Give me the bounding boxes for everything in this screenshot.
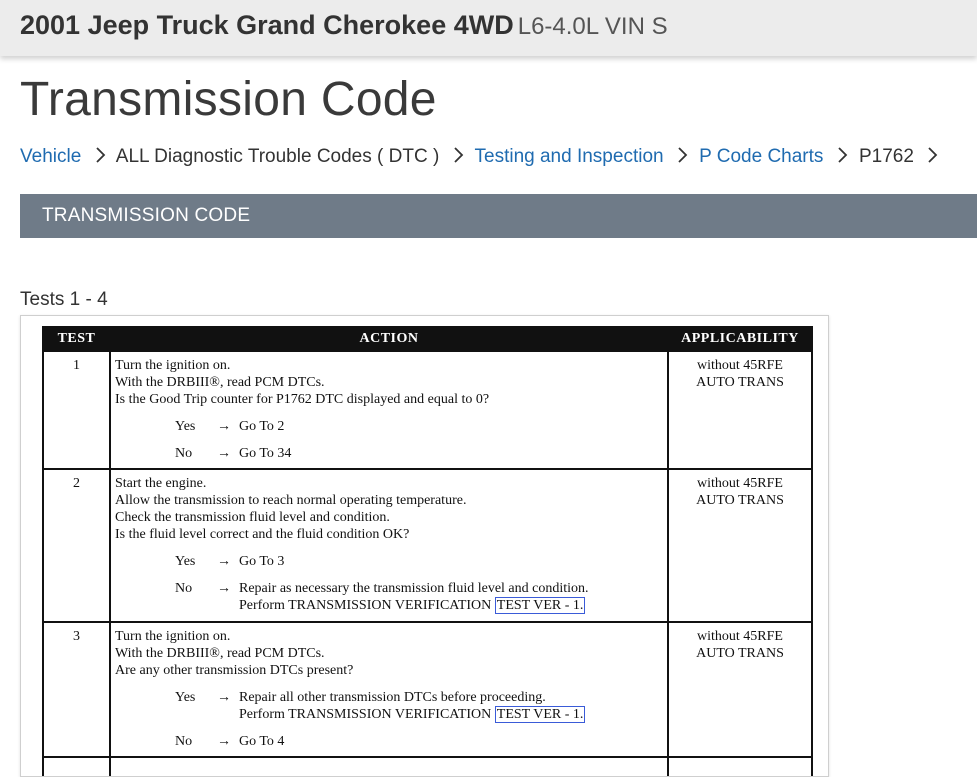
repair-text: Repair all other transmission DTCs before proceeding. [239,690,546,705]
chevron-right-icon [95,147,106,163]
breadcrumb [20,146,944,168]
chevron-right-icon [927,147,938,163]
chevron-right-icon [677,147,688,163]
vehicle-title [20,10,668,41]
table-row [43,757,812,777]
action-line: Are any other transmission DTCs present? [115,663,354,678]
test-number [43,757,110,777]
test-action [110,622,668,757]
verification-text [175,706,663,723]
action-line: With the DRBIII®, read PCM DTCs. [115,646,325,661]
arrow-icon: → [217,734,231,749]
no-label: No [175,734,193,749]
applicability [668,351,812,469]
table-row [43,351,812,469]
test-number: 3 [43,622,110,757]
yes-choice [115,553,663,570]
table-row [43,622,812,757]
tests-label: Tests 1 - 4 [20,289,108,310]
verification-text [175,597,663,614]
verification-label: Perform TRANSMISSION VERIFICATION [239,598,492,613]
applicability-line: AUTO TRANS [696,375,784,390]
arrow-icon: → [217,446,231,461]
action-line: Start the engine. [115,476,207,491]
chevron-right-icon [453,147,464,163]
test-action [110,469,668,622]
applicability-line: without 45RFE [697,358,783,373]
header-test: TEST [43,327,110,351]
test-ver-link[interactable]: TEST VER - 1. [496,707,584,722]
arrow-icon: → [217,554,231,569]
action-line: Is the fluid level correct and the fluid condition OK? [115,527,410,542]
action-line: Turn the ignition on. [115,358,231,373]
applicability [668,757,812,777]
breadcrumb-dtc: ALL Diagnostic Trouble Codes ( DTC ) [115,146,440,167]
action-line: Is the Good Trip counter for P1762 DTC displayed and equal to 0? [115,392,490,407]
arrow-icon: → [217,690,231,705]
top-bar [0,0,977,56]
section-banner [20,194,977,238]
yes-label: Yes [175,690,196,705]
goto-text: Go To 34 [239,446,292,461]
breadcrumb-testing[interactable]: Testing and Inspection [474,146,664,167]
test-ver-link[interactable]: TEST VER - 1. [496,598,584,613]
header-action: ACTION [110,327,668,351]
applicability [668,469,812,622]
yes-label: Yes [175,419,196,434]
diagnostic-chart-image [20,315,829,777]
breadcrumb-vehicle[interactable]: Vehicle [20,146,82,167]
yes-choice [115,418,663,435]
applicability-line: without 45RFE [697,629,783,644]
breadcrumb-p1762: P1762 [858,146,914,167]
table-row [43,469,812,622]
diagnostic-table [42,326,813,777]
no-choice [115,580,663,614]
arrow-icon: → [217,581,231,596]
chevron-right-icon [837,147,848,163]
breadcrumb-p-code-charts[interactable]: P Code Charts [699,146,824,167]
test-action [110,351,668,469]
section-banner-label: TRANSMISSION CODE [42,205,251,226]
no-label: No [175,446,193,461]
repair-text: Repair as necessary the transmission fluid level and condition. [239,581,589,596]
test-action [110,757,668,777]
test-number: 1 [43,351,110,469]
action-line: Check the transmission fluid level and condition. [115,510,390,525]
test-number: 2 [43,469,110,622]
page-title: Transmission Code [20,73,437,126]
applicability [668,622,812,757]
goto-text: Go To 4 [239,734,285,749]
goto-text: Go To 2 [239,419,285,434]
engine-spec: L6-4.0L VIN S [517,13,668,40]
verification-label: Perform TRANSMISSION VERIFICATION [239,707,492,722]
applicability-line: without 45RFE [697,476,783,491]
applicability-line: AUTO TRANS [696,646,784,661]
vehicle-name: 2001 Jeep Truck Grand Cherokee 4WD [20,10,514,40]
applicability-line: AUTO TRANS [696,493,784,508]
action-line: Allow the transmission to reach normal operating temperature. [115,493,467,508]
header-applicability: APPLICABILITY [668,327,812,351]
arrow-icon: → [217,419,231,434]
no-choice [115,445,663,462]
goto-text: Go To 3 [239,554,285,569]
action-line: Turn the ignition on. [115,629,231,644]
no-label: No [175,581,193,596]
table-header-row [43,327,812,351]
action-line: With the DRBIII®, read PCM DTCs. [115,375,325,390]
yes-choice [115,689,663,723]
no-choice [115,733,663,750]
yes-label: Yes [175,554,196,569]
